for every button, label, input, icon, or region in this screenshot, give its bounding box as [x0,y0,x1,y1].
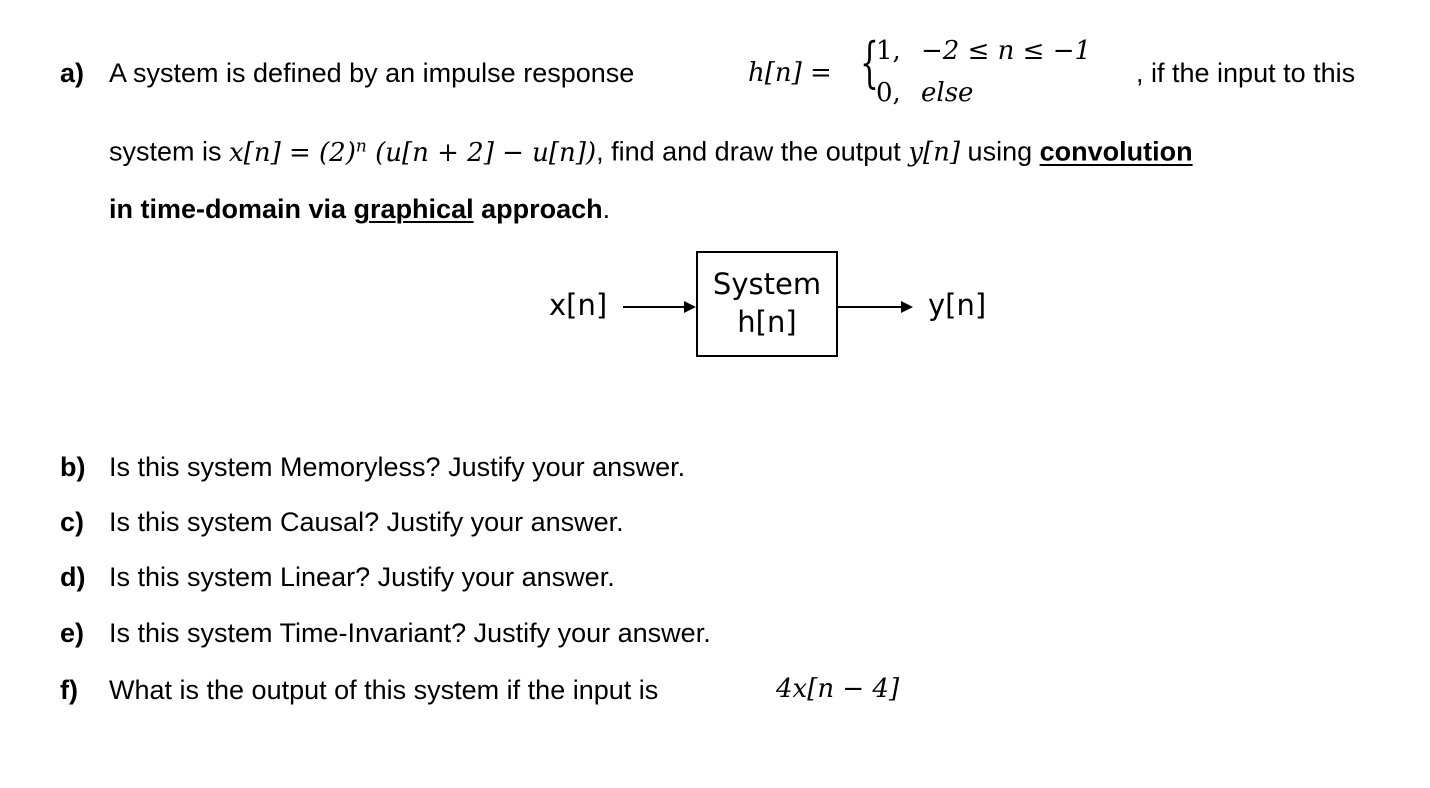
part-a-text: A system is defined by an impulse response [109,58,635,88]
diagram-output-label: y[n] [928,288,987,322]
case-1-value: 1, [876,36,901,66]
question-e-label: e) [60,618,85,648]
question-d-label: d) [60,562,86,592]
question-f-input-expression: 4x[n − 4] [776,674,900,704]
text-time-domain: in time-domain via [109,194,354,224]
exponent-n: n [355,136,367,156]
input-definition: $x[n] = (2)^n$ (u[n + 2] − u[n]) [229,136,597,168]
system-block-title: System [712,267,822,301]
case-2-condition: else [921,78,974,108]
text-system-is: system is [109,136,230,167]
piecewise-brace: { [860,31,879,94]
output-arrow-head [901,301,913,313]
system-block [696,251,838,357]
text-approach: approach [473,194,603,224]
part-a-label: a) [60,58,85,88]
question-e-text: Is this system Time-Invariant? Justify your answer. [109,618,711,648]
impulse-response-symbol: h[n] = [748,58,832,88]
graphical-emphasis: graphical [353,194,474,224]
question-c-label: c) [60,507,85,537]
text-period: . [602,194,611,224]
output-arrow [838,306,902,308]
question-b-text: Is this system Memoryless? Justify your answer. [109,452,686,482]
part-a-line-3 [109,194,610,225]
question-f-text: What is the output of this system if the input is [109,675,659,705]
input-arrow-head [684,301,696,313]
diagram-input-label: x[n] [549,288,608,322]
output-symbol: y[n] [908,137,961,168]
part-a-line-2 [109,136,1193,168]
case-1-condition: −2 ≤ n ≤ −1 [921,36,1092,66]
case-2-value: 0, [876,78,901,108]
system-block-impulse: h[n] [737,305,797,339]
input-arrow [623,306,685,308]
convolution-emphasis: convolution [1039,136,1193,167]
text-find-draw: , find and draw the output [596,136,909,167]
text-using: using [960,136,1040,167]
question-d-text: Is this system Linear? Justify your answer. [109,562,615,592]
question-f-label: f) [60,675,78,705]
part-a-text-continued: , if the input to this [1136,58,1356,88]
question-b-label: b) [60,452,86,482]
question-c-text: Is this system Causal? Justify your answer. [109,507,624,537]
